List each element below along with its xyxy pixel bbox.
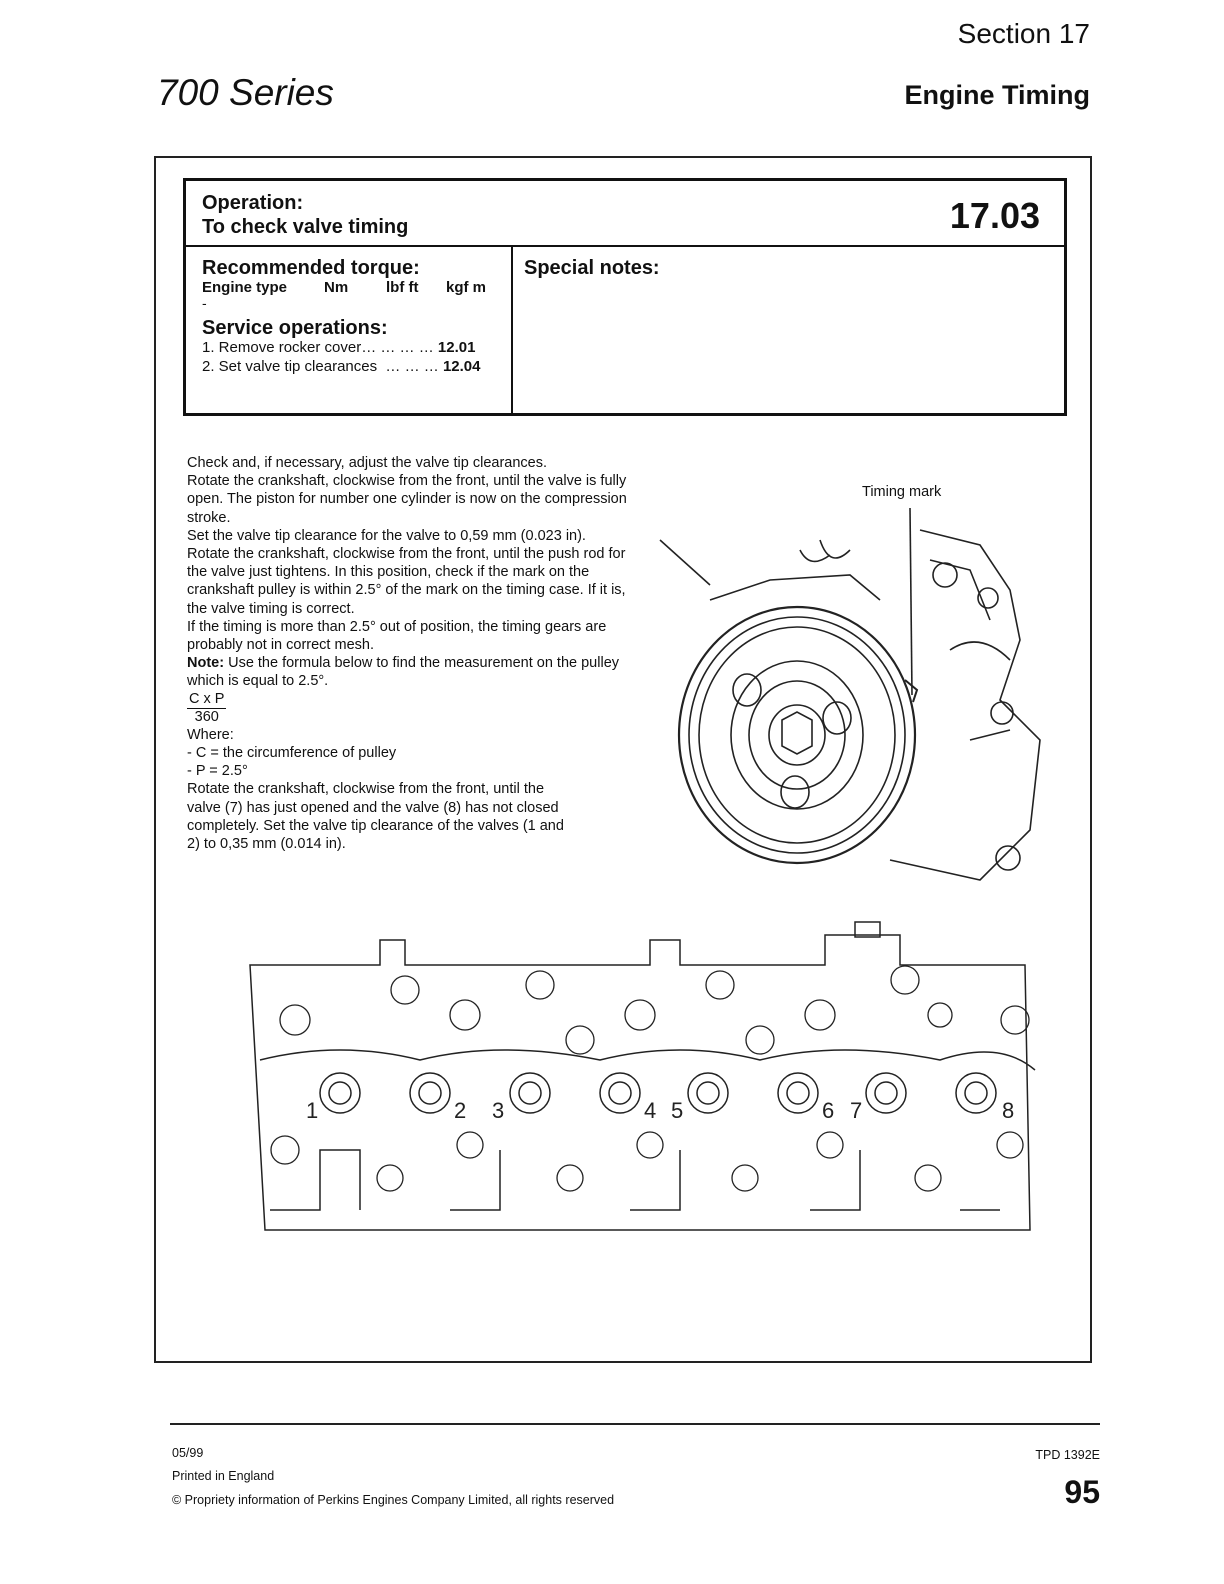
timing-mark-label: Timing mark — [862, 484, 942, 500]
torque-col-engine-type: Engine type — [202, 279, 288, 296]
formula — [187, 691, 226, 726]
service-title: Service operations: — [202, 317, 388, 339]
operation-label: Operation: — [202, 192, 304, 214]
engine-detail — [710, 575, 880, 600]
paragraph: Set the valve tip clearance for the valve to 0,59 mm (0.023 in). — [187, 527, 586, 544]
page-number: 95 — [1064, 1474, 1100, 1510]
column-divider — [511, 245, 513, 413]
head-outline — [250, 935, 1030, 1230]
paragraph: Rotate the crankshaft, clockwise from the front, until the push rod for the valve just tightens. In this position, check if the mark on the crankshaft pulley is within 2.5° of the mark on the timing case. If it is, the valve timing is correct. — [187, 546, 626, 617]
bolt-hole — [781, 776, 809, 808]
instructions — [187, 454, 627, 853]
section-number: Section 17 — [957, 18, 1090, 49]
torque-columns — [202, 279, 486, 296]
timing-mark-leader — [910, 508, 912, 695]
paragraph: Rotate the crankshaft, clockwise from the front, until the valve (7) has just opened and the valve (8) has not closed completely. Set the valve tip clearance of the valves (1 and 2) to 0,35 mm (0.014 in). — [187, 781, 564, 853]
pulley-bolt — [782, 712, 812, 754]
bolt-group — [271, 966, 1029, 1191]
service-item: 2. Set valve tip clearances … … … 12.04 — [202, 358, 481, 375]
footer-printed: Printed in England — [172, 1469, 275, 1483]
special-notes-title: Special notes: — [524, 257, 660, 279]
operation-label-block — [202, 191, 408, 239]
pulley-groove — [699, 627, 895, 843]
footer-reference: TPD 1392E — [1035, 1448, 1100, 1462]
series-title: 700 Series — [157, 72, 334, 113]
valve-group — [320, 1073, 996, 1113]
pulley-outer — [679, 607, 915, 863]
valve-number: 5 — [671, 1098, 684, 1123]
where-label: Where: — [187, 726, 234, 743]
valve-number: 2 — [454, 1098, 467, 1123]
paragraph: Check and, if necessary, adjust the valve tip clearances. — [187, 455, 548, 471]
operation-box — [183, 178, 1067, 416]
definition-p: - P = 2.5° — [187, 763, 248, 780]
formula-denominator: 360 — [194, 708, 219, 725]
service-item: 1. Remove rocker cover… … … … 12.01 — [202, 339, 476, 356]
operation-header — [186, 181, 1064, 247]
operation-title: To check valve timing — [202, 216, 409, 238]
footer-date: 05/99 — [172, 1446, 204, 1460]
note-paragraph — [187, 654, 627, 690]
valve-number: 3 — [492, 1098, 505, 1123]
formula-numerator: C x P — [189, 690, 225, 707]
operation-number: 17.03 — [949, 195, 1040, 236]
pulley-hub — [749, 681, 845, 789]
note-text: Use the formula below to find the measurement on the pulley which is equal to 2.5°. — [187, 655, 620, 690]
definition-c: - C = the circumference of pulley — [187, 745, 397, 762]
footer-rule — [170, 1423, 1100, 1425]
subject-title: Engine Timing — [904, 80, 1090, 110]
leader-line — [660, 540, 710, 585]
footer-copyright: © Propriety information of Perkins Engines Company Limited, all rights reserved — [172, 1493, 615, 1507]
cylinder-head-figure — [240, 920, 1040, 1245]
valve-number: 8 — [1002, 1098, 1015, 1123]
engine-detail — [800, 540, 850, 561]
valve-number: 1 — [306, 1098, 319, 1123]
torque-value: - — [202, 295, 207, 311]
pulley-boss — [769, 705, 825, 765]
bolt-hole — [733, 674, 761, 706]
crankshaft-pulley-figure — [650, 500, 1060, 890]
note-label: Note: — [187, 655, 225, 672]
valve-number: 6 — [822, 1098, 835, 1123]
bolt-hole — [823, 702, 851, 734]
torque-col-lbf-ft: lbf ft — [386, 279, 419, 296]
paragraph: Rotate the crankshaft, clockwise from the front, until the valve is fully open. The piston for number one cylinder is now on the compression stroke. — [187, 473, 627, 526]
pulley-hub — [731, 661, 863, 809]
torque-col-kgf-m: kgf m — [446, 279, 487, 296]
torque-col-nm: Nm — [324, 279, 349, 296]
valve-number: 4 — [644, 1098, 657, 1123]
gasket-line — [260, 1050, 1035, 1070]
port-outline — [270, 1150, 1000, 1210]
paragraph: If the timing is more than 2.5° out of position, the timing gears are probably not in correct mesh. — [187, 618, 607, 654]
torque-title: Recommended torque: — [202, 257, 420, 279]
pulley-groove — [689, 617, 905, 853]
valve-number: 7 — [850, 1098, 863, 1123]
